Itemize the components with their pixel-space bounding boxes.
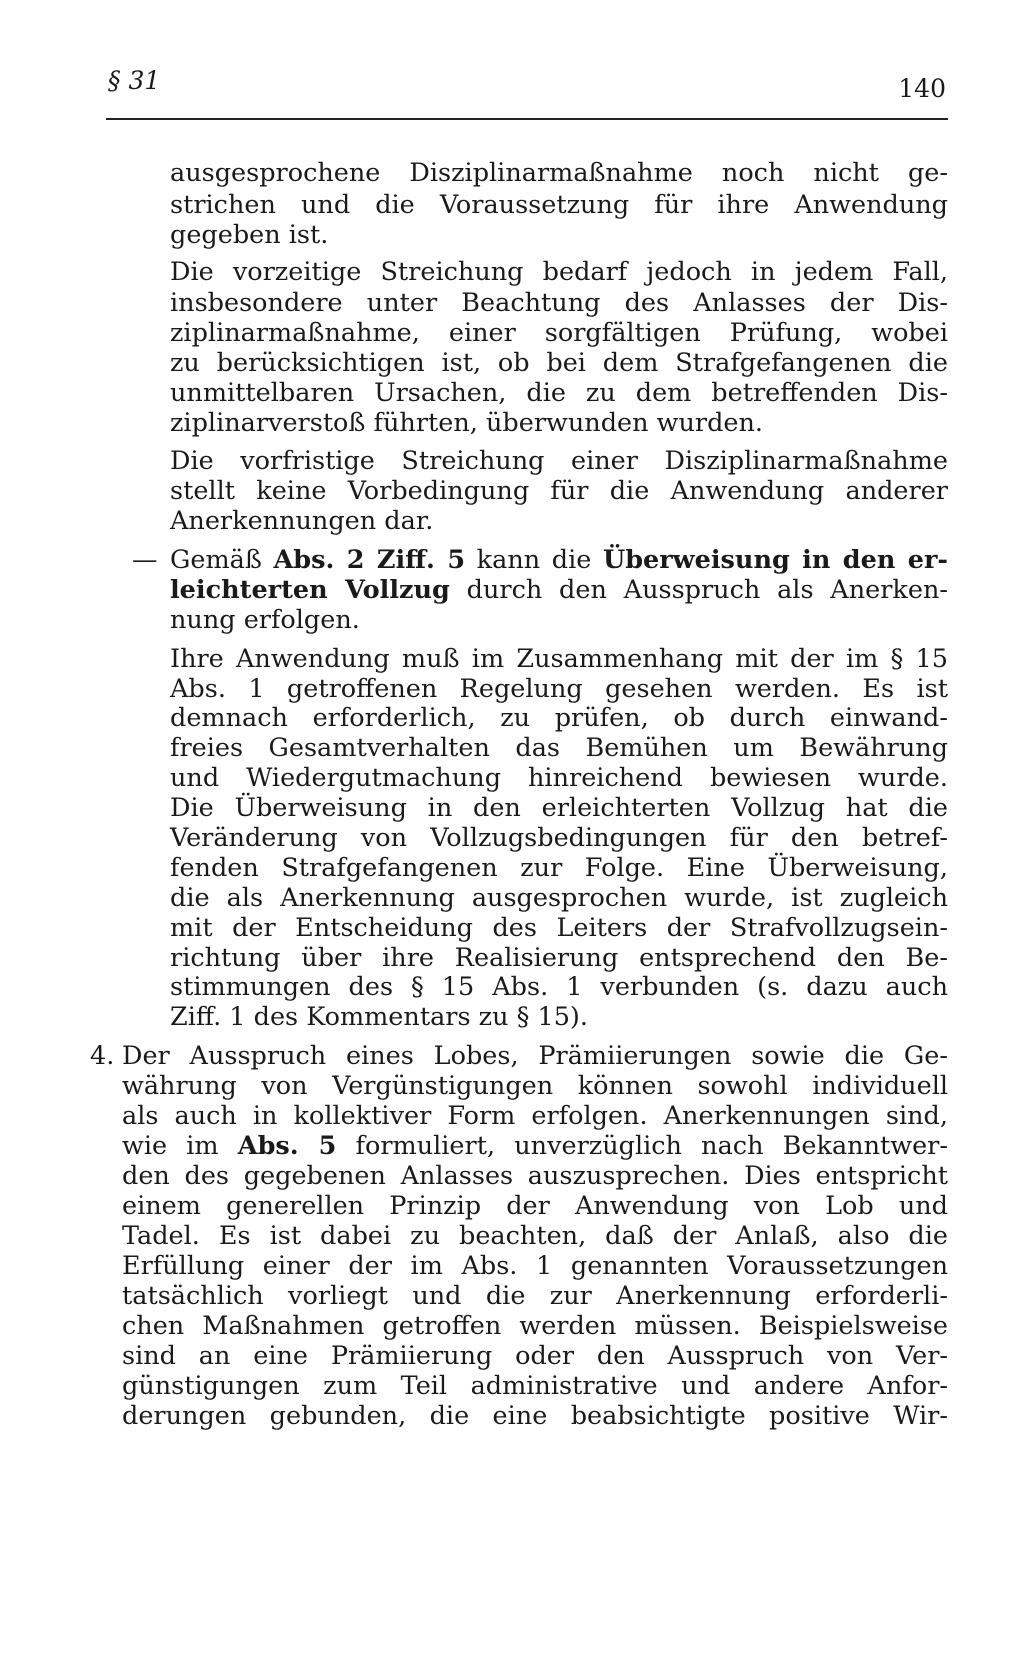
text-line: tatsächlich vorliegt und die zur Anerkennung erforderli-	[122, 1281, 948, 1311]
text-line: Tadel. Es ist dabei zu beachten, daß der Anlaß, also die	[122, 1221, 948, 1251]
text-line: strichen und die Voraussetzung für ihre Anwendung	[170, 190, 948, 220]
text-line: Anerkennungen dar.	[170, 506, 434, 536]
text-line: Die Überweisung in den erleichterten Vollzug hat die	[170, 793, 948, 823]
text-line: stimmungen des § 15 Abs. 1 verbunden (s. dazu auch	[170, 972, 948, 1002]
text-line: einem generellen Prinzip der Anwendung von Lob und	[122, 1191, 948, 1221]
text-line: leichterten Vollzug durch den Ausspruch als Anerken-	[170, 575, 948, 605]
text-line: mit der Entscheidung des Leiters der Strafvollzugsein-	[170, 913, 948, 943]
text-line: wie im Abs. 5 formuliert, unverzüglich nach Bekanntwer-	[122, 1131, 948, 1161]
text-line: nung erfolgen.	[170, 605, 360, 635]
page-number: 140	[898, 74, 946, 103]
text-line: gegeben ist.	[170, 220, 329, 250]
text-line: den des gegebenen Anlasses auszusprechen. Dies entspricht	[122, 1161, 948, 1191]
text-line: Erfüllung einer der im Abs. 1 genannten Voraussetzungen	[122, 1251, 948, 1281]
text-line: demnach erforderlich, zu prüfen, ob durch einwand-	[170, 703, 948, 733]
text-line: ziplinarmaßnahme, einer sorgfältigen Prüfung, wobei	[170, 318, 948, 348]
text-line: richtung über ihre Realisierung entsprechend den Be-	[170, 943, 948, 973]
text-line: Ihre Anwendung muß im Zusammenhang mit der im § 15	[170, 644, 948, 674]
text-line: freies Gesamtverhalten das Bemühen um Bewährung	[170, 733, 948, 763]
text-line: die als Anerkennung ausgesprochen wurde, ist zugleich	[170, 883, 948, 913]
text-line: als auch in kollektiver Form erfolgen. Anerkennungen sind,	[122, 1101, 948, 1131]
list-dash-marker: —	[132, 545, 158, 575]
text-line: währung von Vergünstigungen können sowohl individuell	[122, 1071, 948, 1101]
text-line: zu berücksichtigen ist, ob bei dem Strafgefangenen die	[170, 348, 948, 378]
text-line: sind an eine Prämiierung oder den Ausspruch von Ver-	[122, 1341, 948, 1371]
text-line: Gemäß Abs. 2 Ziff. 5 kann die Überweisung in den er-	[170, 545, 948, 575]
text-line: Ziff. 1 des Kommentars zu § 15).	[170, 1002, 588, 1032]
text-line: insbesondere unter Beachtung des Anlasses der Dis-	[170, 288, 948, 318]
text-line: stellt keine Vorbedingung für die Anwendung anderer	[170, 476, 948, 506]
text-line: Abs. 1 getroffenen Regelung gesehen werden. Es ist	[170, 674, 948, 704]
header-rule	[106, 118, 948, 120]
text-line: Die vorzeitige Streichung bedarf jedoch in jedem Fall,	[170, 257, 948, 287]
text-line: fenden Strafgefangenen zur Folge. Eine Überweisung,	[170, 853, 948, 883]
text-line: und Wiedergutmachung hinreichend bewiesen wurde.	[170, 763, 948, 793]
text-line: günstigungen zum Teil administrative und andere Anfor-	[122, 1371, 948, 1401]
list-item-number: 4.	[90, 1041, 115, 1071]
text-line: ausgesprochene Disziplinarmaßnahme noch nicht ge-	[170, 158, 948, 188]
text-line: Der Ausspruch eines Lobes, Prämiierungen sowie die Ge-	[122, 1041, 948, 1071]
text-line: unmittelbaren Ursachen, die zu dem betreffenden Dis-	[170, 378, 948, 408]
text-line: Veränderung von Vollzugsbedingungen für den betref-	[170, 823, 948, 853]
text-line: chen Maßnahmen getroffen werden müssen. Beispielsweise	[122, 1311, 948, 1341]
text-line: Die vorfristige Streichung einer Disziplinarmaßnahme	[170, 446, 948, 476]
section-label: § 31	[108, 66, 161, 95]
text-line: derungen gebunden, die eine beabsichtigte positive Wir-	[122, 1401, 948, 1431]
text-line: ziplinarverstoß führten, überwunden wurden.	[170, 408, 764, 438]
